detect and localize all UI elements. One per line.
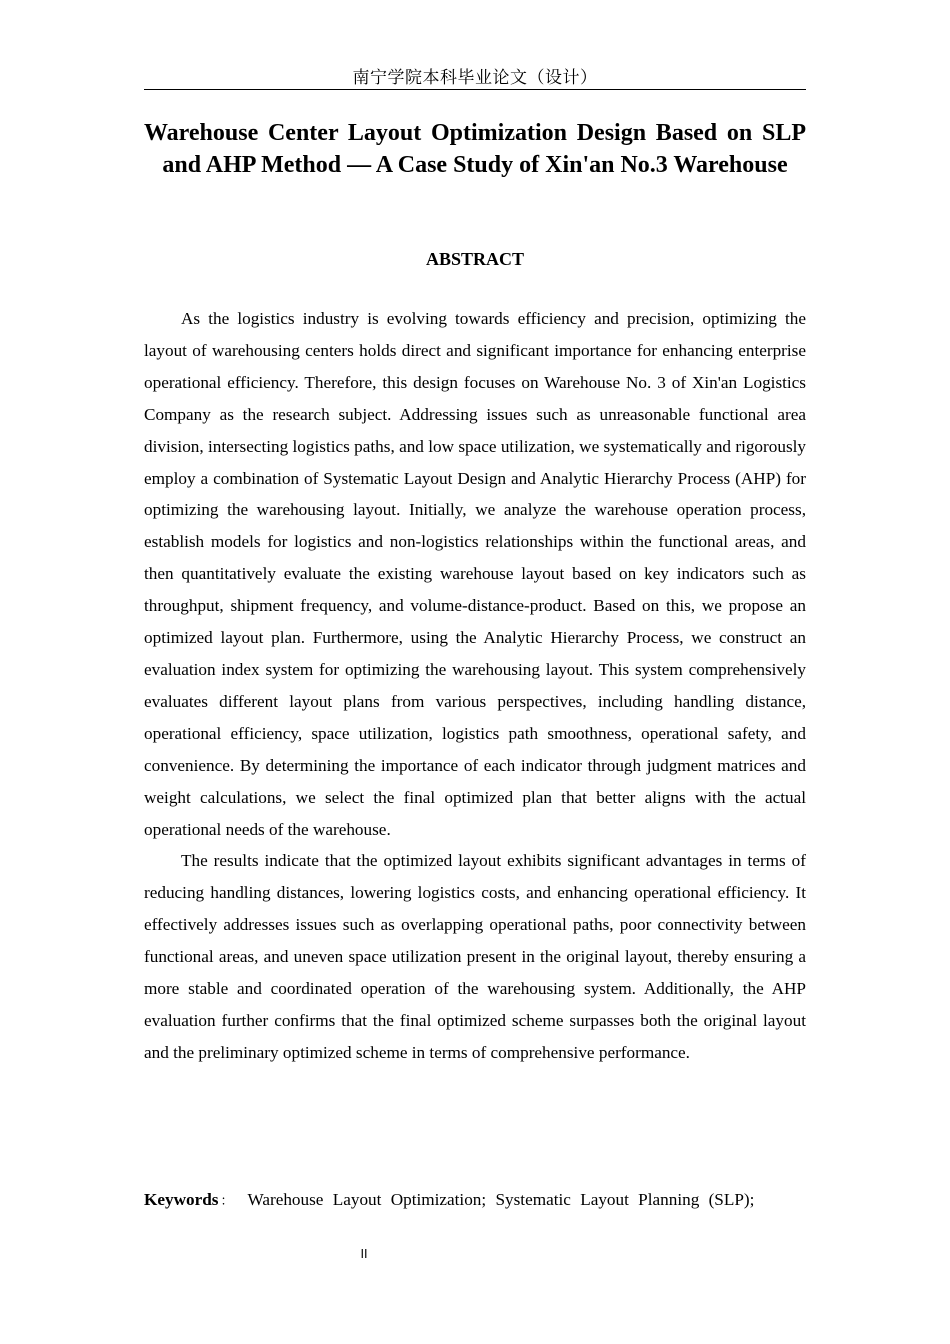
keywords-label: Keywords [144, 1190, 219, 1209]
abstract-heading: ABSTRACT [425, 249, 525, 269]
thesis-title: Warehouse Center Layout Optimization Design Based on SLP and AHP Method — A Case Study of Xin'an No.3 Warehouse [144, 120, 806, 178]
page-header: 南宁学院本科毕业论文（设计） [352, 68, 598, 88]
keywords-line [144, 1186, 806, 1216]
keywords-values: Warehouse Layout Optimization; Systematic Layout Planning (SLP); [247, 1190, 755, 1209]
abstract-body [144, 303, 806, 1069]
abstract-paragraph-2: The results indicate that the optimized layout exhibits significant advantages in terms of reducing handling distances, lowering logistics costs, and enhancing operational efficiency. It effectively addresses issues such as overlapping operational paths, poor connectivity between functional areas, and uneven space utilization present in the original layout, thereby ensuring a more stable and coordinated operation of the warehousing system. Additionally, the AHP evaluation further confirms that the final optimized scheme surpasses both the original layout and the preliminary optimized scheme in terms of comprehensive performance. [144, 851, 806, 1062]
page-number: II [360, 1247, 368, 1261]
abstract-paragraph-1: As the logistics industry is evolving towards efficiency and precision, optimizing the layout of warehousing centers holds direct and significant importance for enhancing enterprise operational efficiency. Therefore, this design focuses on Warehouse No. 3 of Xin'an Logistics Company as the research subject. Addressing issues such as unreasonable functional area division, intersecting logistics paths, and low space utilization, we systematically and rigorously employ a combination of Systematic Layout Design and Analytic Hierarchy Process (AHP) for optimizing the warehousing layout. Initially, we analyze the warehouse operation process, establish models for logistics and non-logistics relationships within the functional areas, and then quantitatively evaluate the existing warehouse layout based on key indicators such as throughput, shipment frequency, and volume-distance-product. Based on this, we propose an optimized layout plan. Furthermore, using the Analytic Hierarchy Process, we construct an evaluation index system for optimizing the warehousing layout. This system comprehensively evaluates different layout plans from various perspectives, including handling distance, operational efficiency, space utilization, logistics path smoothness, operational safety, and convenience. By determining the importance of each indicator through judgment matrices and weight calculations, we select the final optimized plan that better aligns with the actual operational needs of the warehouse. [144, 309, 806, 839]
header-rule [144, 89, 806, 90]
keywords-colon: ： [220, 1194, 234, 1209]
